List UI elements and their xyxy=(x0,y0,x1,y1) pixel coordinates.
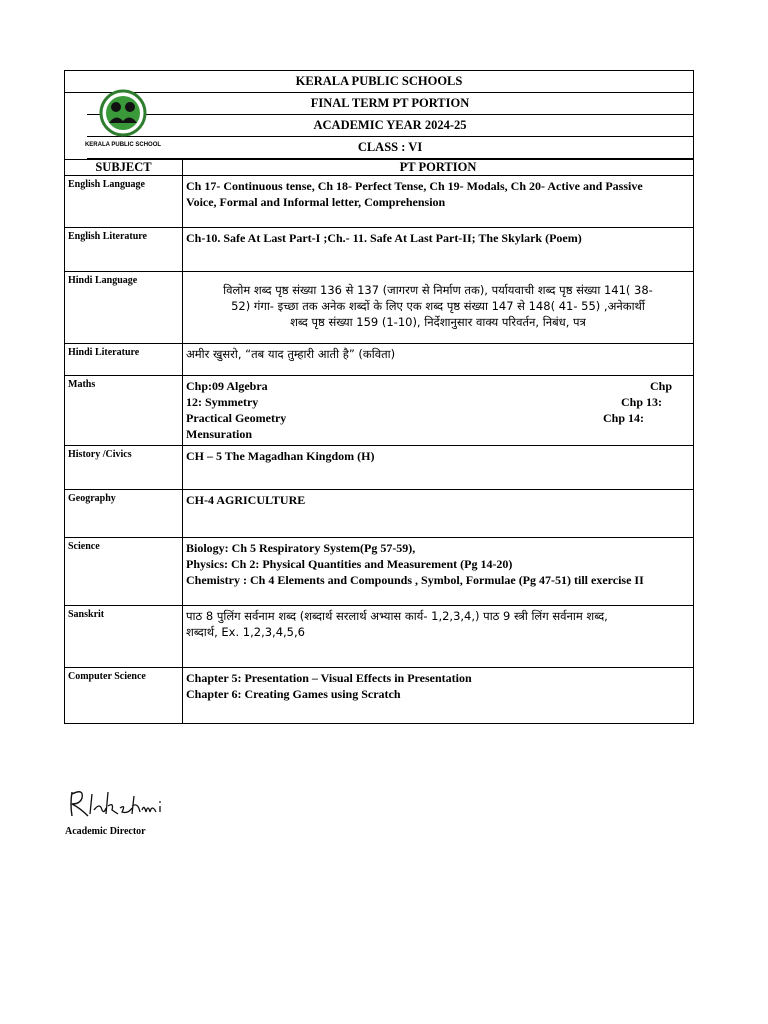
portion-table xyxy=(64,159,694,724)
maths-right: Chp 14: xyxy=(602,411,644,425)
portion-line: Ch-10. Safe At Last Part-I ;Ch.- 11. Safe At Last Part-II; The Skylark (Poem) xyxy=(186,231,582,245)
portion-document xyxy=(64,70,694,724)
maths-line xyxy=(186,426,690,442)
portion-line: Chapter 6: Creating Games using Scratch xyxy=(186,687,401,701)
table-row xyxy=(65,668,694,724)
subject-cell: Hindi Literature xyxy=(65,344,183,376)
school-name: KERALA PUBLIC SCHOOLS xyxy=(65,71,693,93)
table-row xyxy=(65,376,694,446)
portion-cell xyxy=(183,228,694,272)
signature-icon xyxy=(66,786,176,822)
portion-line: पाठ 8 पुलिंग सर्वनाम शब्द (शब्दार्थ सरलार्थ अभ्यास कार्य- 1,2,3,4,) पाठ 9 स्त्री लिंग सर्वनाम शब्द, xyxy=(186,609,608,623)
table-row xyxy=(65,446,694,490)
portion-cell xyxy=(183,668,694,724)
table-header-row xyxy=(65,160,694,176)
portion-cell xyxy=(183,376,694,446)
table-row xyxy=(65,606,694,668)
signatory-designation: Academic Director xyxy=(65,826,146,837)
subject-cell: English Language xyxy=(65,176,183,228)
portion-cell xyxy=(183,606,694,668)
table-row xyxy=(65,490,694,538)
maths-left: 12: Symmetry xyxy=(186,395,259,409)
portion-line: CH – 5 The Magadhan Kingdom (H) xyxy=(186,449,375,463)
portion-line: शब्द पृष्ठ संख्या 159 (1-10), निर्देशानुसार वाक्य परिवर्तन, निबंध, पत्र xyxy=(290,315,586,329)
portion-line: Voice, Formal and Informal letter, Comprehension xyxy=(186,195,446,209)
subject-cell: Science xyxy=(65,538,183,606)
subject-cell: History /Civics xyxy=(65,446,183,490)
portion-line: Chapter 5: Presentation – Visual Effects in Presentation xyxy=(186,671,472,685)
table-row xyxy=(65,176,694,228)
maths-left: Chp:09 Algebra xyxy=(186,379,268,393)
maths-line xyxy=(186,410,690,426)
portion-cell xyxy=(183,538,694,606)
portion-line: 52) गंगा- इच्छा तक अनेक शब्दों के लिए एक शब्द पृष्ठ संख्या 147 से 148( 41- 55) ,अनेकार्थी xyxy=(231,299,645,313)
portion-column-header: PT PORTION xyxy=(183,160,694,176)
portion-line: विलोम शब्द पृष्ठ संख्या 136 से 137 (जागरण से निर्माण तक), पर्यायवाची शब्द पृष्ठ संख्या 141( 38- xyxy=(223,283,653,297)
maths-right: Chp xyxy=(649,379,672,393)
portion-line: Ch 17- Continuous tense, Ch 18- Perfect Tense, Ch 19- Modals, Ch 20- Active and Passive xyxy=(186,179,643,193)
portion-cell xyxy=(183,272,694,344)
portion-cell xyxy=(183,344,694,376)
maths-right: Chp 13: xyxy=(620,395,662,409)
maths-line xyxy=(186,394,690,410)
table-row xyxy=(65,344,694,376)
header-block xyxy=(64,70,694,159)
portion-line: शब्दार्थ, Ex. 1,2,3,4,5,6 xyxy=(186,625,305,639)
table-row xyxy=(65,228,694,272)
maths-left: Mensuration xyxy=(186,427,252,441)
school-logo-icon xyxy=(85,87,161,151)
table-row xyxy=(65,272,694,344)
portion-cell xyxy=(183,490,694,538)
subject-cell: Hindi Language xyxy=(65,272,183,344)
subject-column-header: SUBJECT xyxy=(65,160,183,176)
portion-line: Physics: Ch 2: Physical Quantities and Measurement (Pg 14-20) xyxy=(186,557,513,571)
portion-cell xyxy=(183,446,694,490)
maths-left: Practical Geometry xyxy=(186,411,287,425)
subject-cell: Sanskrit xyxy=(65,606,183,668)
portion-cell xyxy=(183,176,694,228)
class-label: CLASS : VI xyxy=(87,137,693,159)
portion-line: CH-4 AGRICULTURE xyxy=(186,493,306,507)
subject-cell: English Literature xyxy=(65,228,183,272)
subject-cell: Maths xyxy=(65,376,183,446)
subject-cell: Geography xyxy=(65,490,183,538)
maths-line xyxy=(186,378,690,394)
portion-line: Biology: Ch 5 Respiratory System(Pg 57-59), xyxy=(186,541,416,555)
logo-caption: KERALA PUBLIC SCHOOL xyxy=(85,142,161,148)
portion-line: अमीर खुसरो, “तब याद तुम्हारी आती है” (कविता) xyxy=(186,347,396,361)
academic-year: ACADEMIC YEAR 2024-25 xyxy=(87,115,693,137)
subject-cell: Computer Science xyxy=(65,668,183,724)
table-row xyxy=(65,538,694,606)
portion-line: Chemistry : Ch 4 Elements and Compounds , Symbol, Formulae (Pg 47-51) till exercise II xyxy=(186,573,644,587)
document-title: FINAL TERM PT PORTION xyxy=(87,93,693,115)
